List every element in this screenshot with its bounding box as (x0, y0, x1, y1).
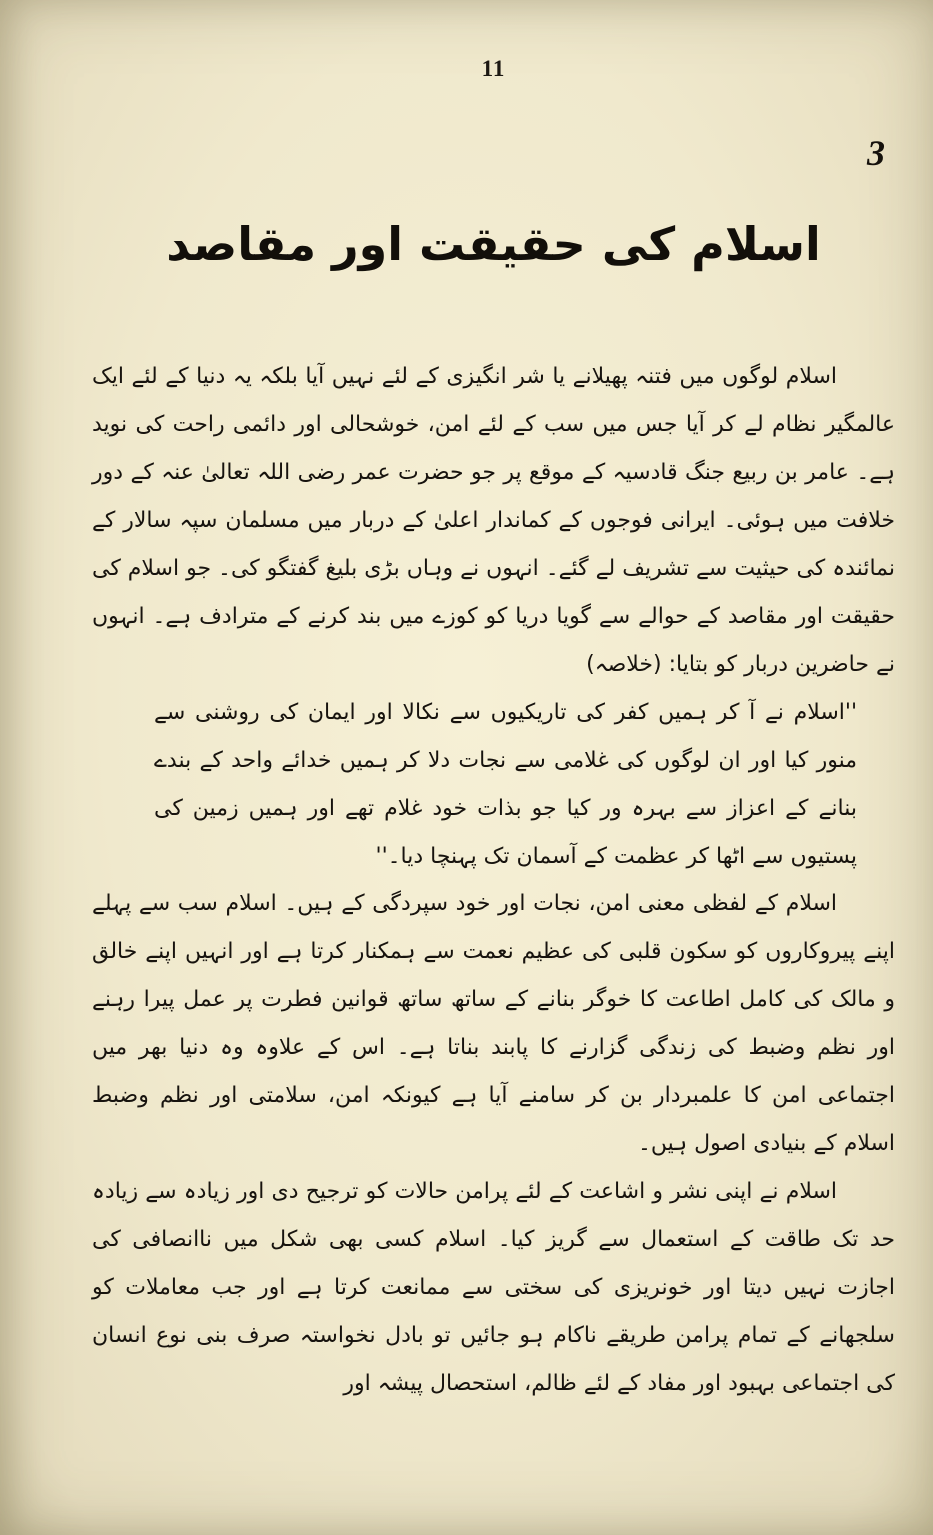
chapter-number: 3 (867, 133, 885, 173)
paragraph: اسلام کے لفظی معنی امن، نجات اور خود سپردگی کے ہیں۔ اسلام سب سے پہلے اپنے پیروکاروں کو سکون قلبی کی عظیم نعمت سے ہمکنار کرتا ہے اور انہیں اپنے خالق و مالک کی کامل اطاعت کا خوگر بنانے کے ساتھ ساتھ قوانین فطرت پر عمل پیرا رہنے اور نظم وضبط کی زندگی گزارنے کا پابند بناتا ہے۔ اس کے علاوہ وہ دنیا بھر میں اجتماعی امن کا علمبردار بن کر سامنے آیا ہے کیونکہ امن، سلامتی اور نظم وضبط اسلام کے بنیادی اصول ہیں۔ (92, 891, 895, 1157)
chapter-title: اسلام کی حقیقت اور مقاصد (166, 217, 821, 271)
page-number: 11 (481, 56, 506, 81)
paragraph: اسلام نے اپنی نشر و اشاعت کے لئے پرامن حالات کو ترجیح دی اور زیادہ سے زیادہ حد تک طاقت کے استعمال سے گریز کیا۔ اسلام کسی بھی شکل میں ناانصافی کی اجازت نہیں دیتا اور خونریزی کی سختی سے ممانعت کرتا ہے اور جب معاملات کو سلجھانے کے تمام پرامن طریقے ناکام ہو جائیں تو بادل نخواستہ صرف بنی نوع انسان کی اجتماعی بہبود اور مفاد کے لئے ظالم، استحصال پیشہ اور (92, 1179, 895, 1397)
body-text (92, 353, 895, 1408)
paragraph: اسلام لوگوں میں فتنہ پھیلانے یا شر انگیزی کے لئے نہیں آیا بلکہ یہ دنیا کے لئے ایک عالمگیر نظام لے کر آیا جس میں سب کے لئے امن، خوشحالی اور دائمی راحت کی نوید ہے۔ عامر بن ربیع جنگ قادسیہ کے موقع پر جو حضرت عمر رضی اللہ تعالیٰ عنہ کے دور خلافت میں ہوئی۔ ایرانی فوجوں کے کماندار اعلیٰ کے دربار میں مسلمان سپہ سالار کے نمائندہ کی حیثیت سے تشریف لے گئے۔ انہوں نے وہاں بڑی بلیغ گفتگو کی۔ جو اسلام کی حقیقت اور مقاصد کے حوالے سے گویا دریا کو کوزے میں بند کرنے کے مترادف ہے۔ انہوں نے حاضرین دربار کو بتایا: (خلاصہ) (92, 364, 895, 677)
quote-paragraph: ''اسلام نے آ کر ہمیں کفر کی تاریکیوں سے نکالا اور ایمان کی روشنی سے منور کیا اور ان لوگوں کی غلامی سے نجات دلا کر ہمیں خدائے واحد کے بندے بنانے کے اعزاز سے بہرہ ور کیا جو بذات خود غلام تھے اور ہمیں زمین کی پستیوں سے اٹھا کر عظمت کے آسمان تک پہنچا دیا۔'' (154, 699, 857, 869)
